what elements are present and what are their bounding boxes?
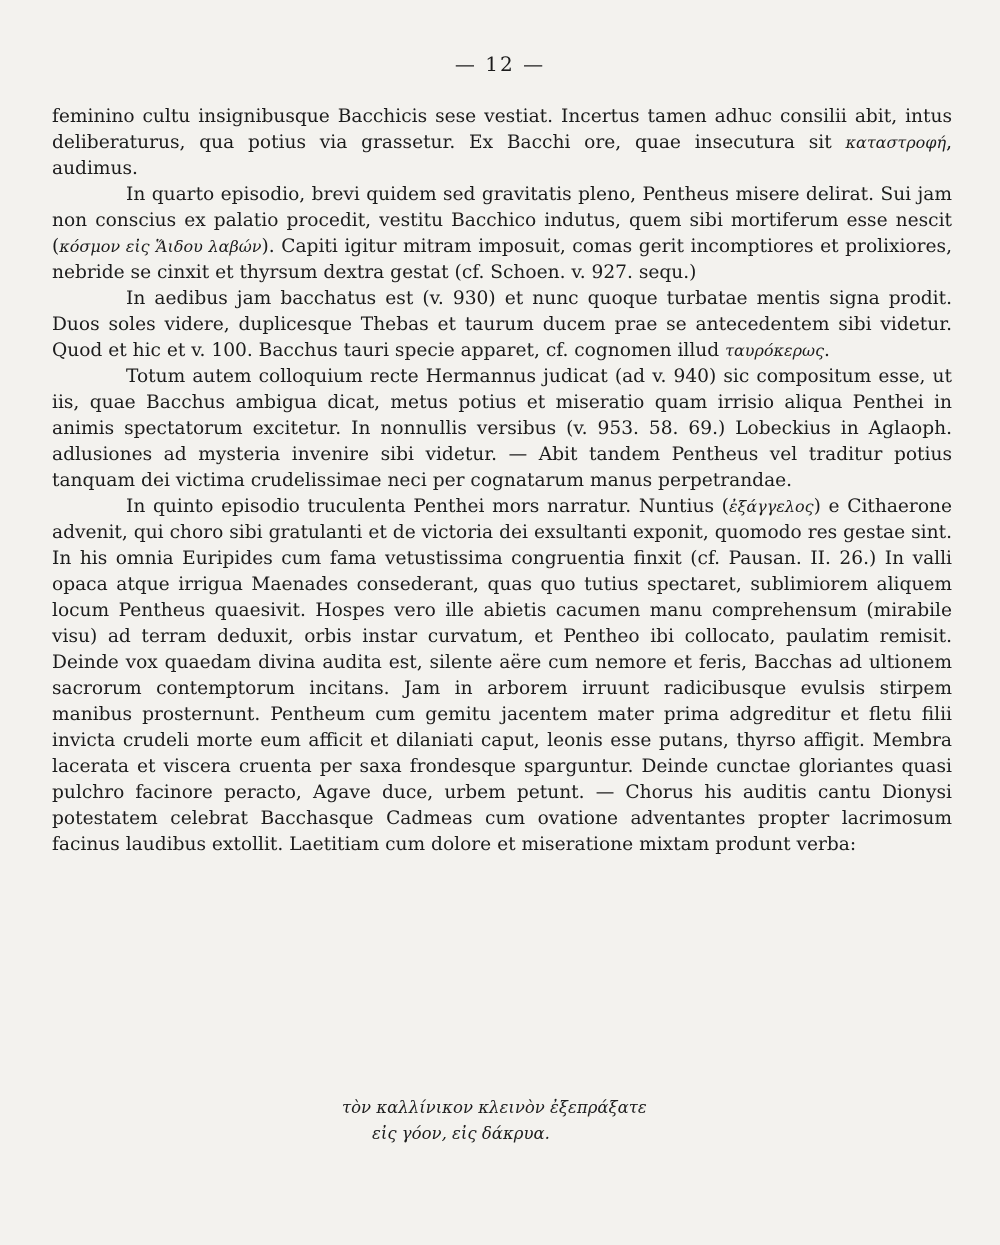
body-text — [52, 104, 952, 858]
page-number: — 12 — — [454, 52, 546, 76]
greek-term: ἐξάγγελος — [728, 497, 814, 516]
paragraph-2: In quarto episodio, brevi quidem sed gravitatis pleno, Pentheus misere delirat. Sui jam non conscius ex palatio procedit, vestitu Bacchico indutus, quem sibi mortiferum esse nescit (κόσμον εἰς Ἅιδου λαβών). Capiti igitur mitram imposuit, comas gerit incomptiores et prolixiores, nebride se cinxit et thyrsum dextra gestat (cf. Schoen. v. 927. sequ.) — [52, 184, 953, 283]
greek-term: καταστροφή — [845, 133, 947, 152]
paragraph-1: feminino cultu insignibusque Bacchicis sese vestiat. Incertus tamen adhuc consilii abit, intus deliberaturus, qua potius via grassetur. Ex Bacchi ore, quae insecutura sit καταστροφή, audimus. — [52, 106, 952, 179]
greek-term: κόσμον εἰς Ἅιδου λαβών — [59, 237, 262, 256]
verse-line-2: εἰς γόον, εἰς δάκρυα. — [372, 1124, 550, 1143]
verse-line-1: τὸν καλλίνικον κλεινὸν ἐξεπράξατε — [342, 1098, 647, 1117]
paragraph-5: In quinto episodio truculenta Penthei mors narratur. Nuntius (ἐξάγγελος) e Cithaerone advenit, qui choro sibi gratulanti et de victoria dei exsultanti exponit, quomodo res gestae sint. In his omnia Euripides cum fama vetustissima congruentia finxit (cf. Pausan. II. 26.) In valli opaca atque irrigua Maenades consederant, quas quo tutius spectaret, sublimiorem aliquem locum Pentheus quaesivit. Hospes vero ille abietis cacumen manu comprehensum (mirabile visu) ad terram deduxit, orbis instar curvatum, et Pentheo ibi collocato, paulatim remisit. Deinde vox quaedam divina audita est, silente aëre cum nemore et feris, Bacchas ad ultionem sacrorum contemptorum incitans. Jam in arborem irruunt radicibusque evulsis stirpem manibus prosternunt. Pentheum cum gemitu jacentem mater prima adgreditur et fletu filii invicta crudeli morte eum afficit et dilaniati caput, leonis esse putans, thyrso affigit. Membra lacerata et viscera cruenta per saxa frondesque sparguntur. Deinde cunctae gloriantes quasi pulchro facinore peracto, Agave duce, urbem petunt. — Chorus his auditis cantu Dionysi potestatem celebrat Bacchasque Cadmeas cum ovatione adventantes propter lacrimosum facinus laudibus extollit. Laetitiam cum dolore et miseratione mixtam produnt verba: — [52, 496, 952, 855]
paragraph-4: Totum autem colloquium recte Hermannus judicat (ad v. 940) sic compositum esse, ut iis, quae Bacchus ambigua dicat, metus potius et miseratio quam irrisio aliqua Penthei in animis spectatorum excitetur. In nonnullis versibus (v. 953. 58. 69.) Lobeckius in Aglaoph. adlusiones ad mysteria invenire sibi videtur. — Abit tandem Pentheus vel traditur potius tanquam dei victima crudelissimae neci per cognatarum manus perpetrandae. — [52, 366, 952, 491]
greek-term: ταυρόκερως — [725, 341, 825, 360]
paragraph-3: In aedibus jam bacchatus est (v. 930) et nunc quoque turbatae mentis signa prodit. Duos soles videre, duplicesque Thebas et taurum ducem prae se antecedentem sibi videtur. Quod et hic et v. 100. Bacchus tauri specie apparet, cf. cognomen illud ταυρόκερως. — [52, 288, 952, 361]
